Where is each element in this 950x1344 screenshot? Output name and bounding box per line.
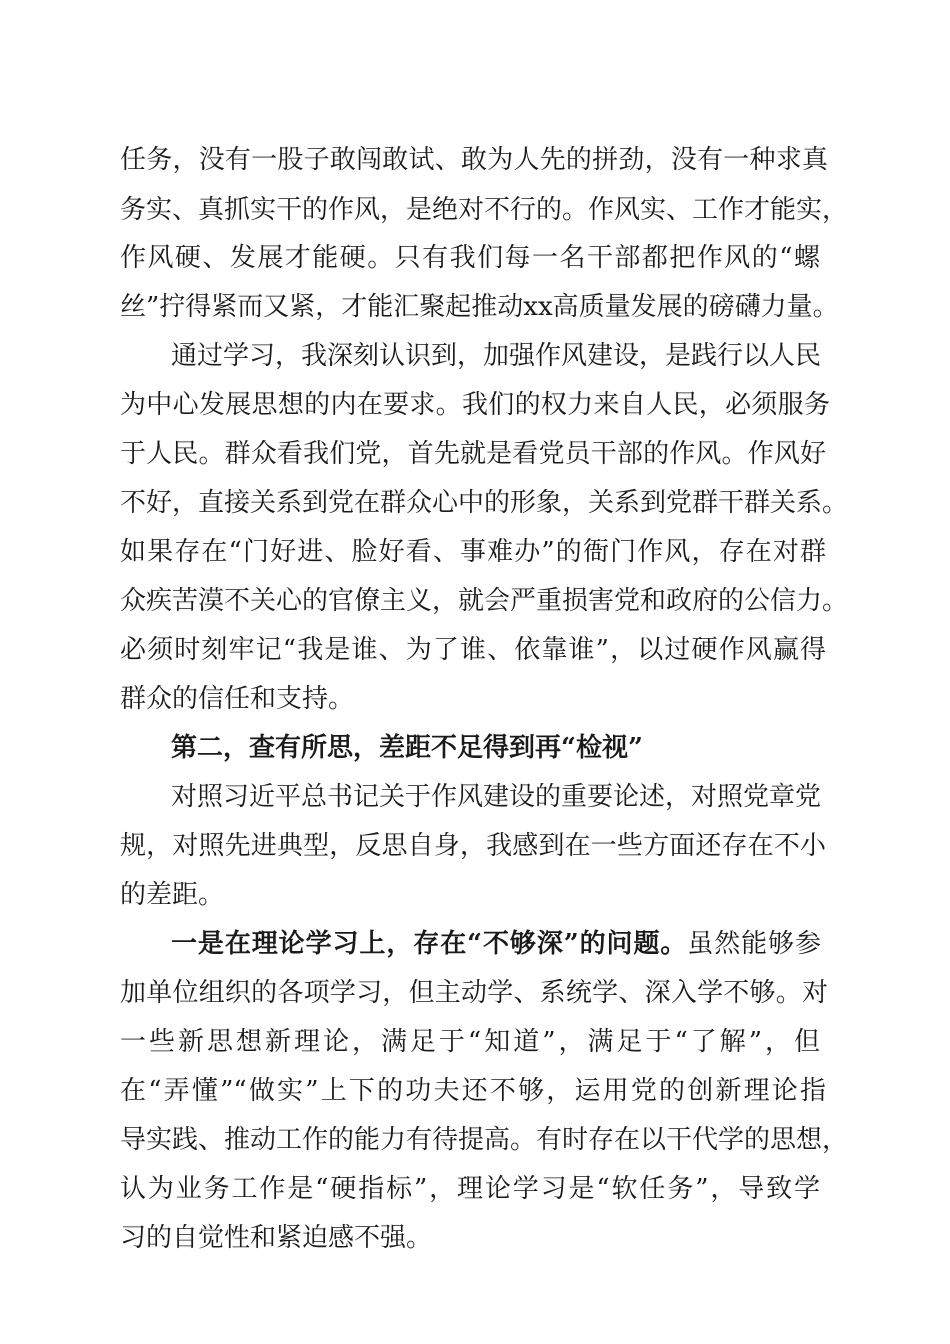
paragraph-3-line-2: 规，对照先进典型，反思自身，我感到在一些方面还存在不小 [120, 831, 826, 861]
paragraph-1-line-1: 任务，没有一股子敢闯敢试、敢为人先的拼劲，没有一种求真 [120, 145, 828, 175]
paragraph-2-line-8: 群众的信任和支持。 [120, 684, 355, 714]
paragraph-1-line-2: 务实、真抓实干的作风，是绝对不行的。作风实、工作才能实， [120, 195, 849, 225]
paragraph-1-line-3: 作风硬、发展才能硬。只有我们每一名干部都把作风的“螺 [120, 243, 820, 273]
paragraph-2-line-7: 必须时刻牢记“我是谁、为了谁、依靠谁”，以过硬作风赢得 [120, 635, 826, 665]
paragraph-2-line-3: 于人民。群众看我们党，首先就是看党员干部的作风。作风好 [120, 439, 826, 469]
paragraph-4-line-6: 认为业务工作是“硬指标”，理论学习是“软任务”，导致学 [120, 1174, 820, 1204]
paragraph-4-line-1-rest: 虽然能够参 [687, 929, 821, 959]
paragraph-3-line-3: 的差距。 [120, 880, 225, 910]
paragraph-4-line-7: 习的自觉性和紧迫感不强。 [120, 1223, 433, 1253]
paragraph-2-line-2: 为中心发展思想的内在要求。我们的权力来自人民，必须服务 [120, 390, 830, 420]
paragraph-2-line-4: 不好，直接关系到党在群众心中的形象，关系到党群干群关系。 [120, 488, 849, 518]
section-heading: 第二，查有所思，差距不足得到再“检视” [171, 733, 643, 763]
paragraph-4-line-1 [171, 927, 821, 961]
paragraph-1-line-4: 丝”拧得紧而又紧，才能汇聚起推动xx高质量发展的磅礴力量。 [120, 292, 839, 322]
paragraph-4-line-5: 导实践、推动工作的能力有待提高。有时存在以干代学的思想， [120, 1125, 849, 1155]
paragraph-4-lead-in: 一是在理论学习上，存在“不够深”的问题。 [171, 929, 688, 959]
paragraph-2-line-1: 通过学习，我深刻认识到，加强作风建设，是践行以人民 [171, 341, 822, 371]
paragraph-4-line-4: 在“弄懂”“做实”上下的功夫还不够，运用党的创新理论指 [120, 1076, 826, 1106]
paragraph-4-line-3: 一些新思想新理论，满足于“知道”，满足于“了解”，但 [120, 1027, 820, 1057]
paragraph-2-line-6: 众疾苦漠不关心的官僚主义，就会严重损害党和政府的公信力。 [120, 586, 849, 616]
paragraph-2-line-5: 如果存在“门好进、脸好看、事难办”的衙门作风，存在对群 [120, 537, 826, 567]
paragraph-4-line-2: 加单位组织的各项学习，但主动学、系统学、深入学不够。对 [120, 978, 828, 1008]
paragraph-3-line-1: 对照习近平总书记关于作风建设的重要论述，对照党章党 [171, 782, 822, 812]
